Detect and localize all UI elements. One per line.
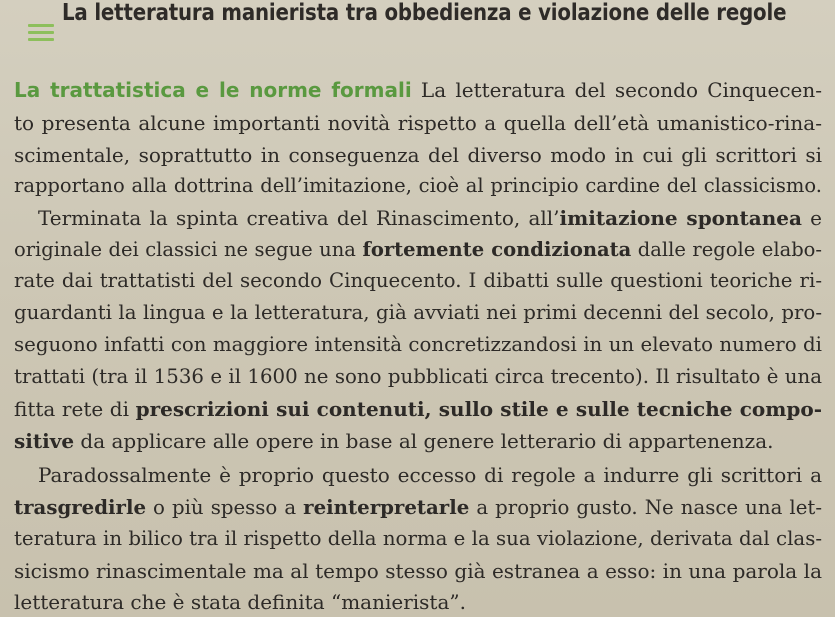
text-line: trasgredirle o più spesso a reinterpretarle a proprio gusto. Ne nasce una let- <box>14 495 822 519</box>
text-line: seguono infatti con maggiore intensità concretizzandosi in un elevato numero di <box>14 333 822 356</box>
emphasis: fortemente condizionata <box>362 238 632 261</box>
text-line: La trattatistica e le norme formali La letteratura del secondo Cinquecen- <box>14 78 822 102</box>
emphasis: prescrizioni sui contenuti, sullo stile e sulle tecniche compo- <box>135 397 823 421</box>
text-line: Terminata la spinta creativa del Rinascimento, all’imitazione spontanea e <box>38 206 822 230</box>
text-line: teratura in bilico tra il rispetto della norma e la sua violazione, derivata dal clas- <box>14 527 822 550</box>
text-line: letteratura che è stata definita “manierista”. <box>14 590 466 614</box>
text-line: scimentale, soprattutto in conseguenza del diverso modo in cui gli scrittori si <box>14 143 822 167</box>
text-line: trattati (tra il 1536 e il 1600 ne sono pubblicati circa trecento). Il risultato è una <box>14 365 822 388</box>
emphasis: trasgredirle <box>14 495 147 519</box>
text-line: fitta rete di prescrizioni sui contenuti, sullo stile e sulle tecniche compo- <box>14 397 823 421</box>
text-line: rapportano alla dottrina dell’imitazione, cioè al principio cardine del classicismo. <box>14 174 822 197</box>
section-heading: La letteratura manierista tra obbedienza e violazione delle regole <box>62 0 787 26</box>
text-line: sicismo rinascimentale ma al tempo stesso già estranea a esso: in una parola la <box>14 559 822 583</box>
text-line: guardanti la lingua e la letteratura, già avviati nei primi decenni del secolo, pro- <box>14 301 822 324</box>
text-line: rate dai trattatisti del secondo Cinquecento. I dibatti sulle questioni teoriche ri- <box>14 269 822 292</box>
emphasis: imitazione spontanea <box>559 206 802 230</box>
section-lines-icon <box>28 6 54 36</box>
subheading: La trattatistica e le norme formali <box>14 78 412 102</box>
text-line: originale dei classici ne segue una fortemente condizionata dalle regole elabo- <box>14 238 823 261</box>
emphasis: sitive <box>14 429 75 453</box>
text-line: sitive da applicare alle opere in base al genere letterario di appartenenza. <box>14 429 774 453</box>
text-line: Paradossalmente è proprio questo eccesso di regole a indurre gli scrittori a <box>38 463 822 487</box>
text-line: to presenta alcune importanti novità rispetto a quella dell’età umanistico-rina- <box>14 111 822 135</box>
emphasis: reinterpretarle <box>303 495 470 519</box>
